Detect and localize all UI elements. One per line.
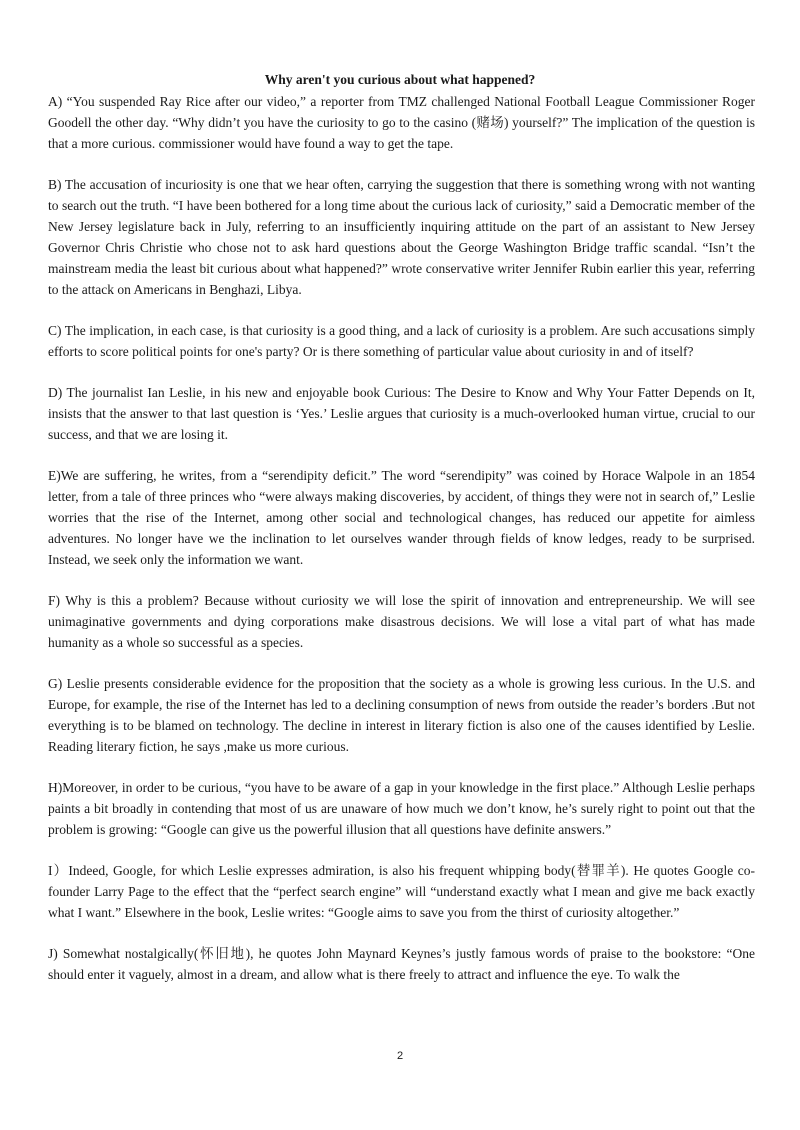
- paragraph-a: A) “You suspended Ray Rice after our video,” a reporter from TMZ challenged National Football League Commissioner Roger Goodell the other day. “Why didn’t you have the curiosity to go to the casino (赌场) yourself?” The implication of the question is that a more curious. commissioner would have found a way to get the tape.: [48, 94, 755, 151]
- paragraph-d: D) The journalist Ian Leslie, in his new and enjoyable book Curious: The Desire to Know and Why Your Fatter Depends on It, insists that the answer to that last question is ‘Yes.’ Leslie argues that curiosity is a much-overlooked human virtue, crucial to our success, and that we are losing it.: [48, 385, 755, 442]
- paragraph-e: E)We are suffering, he writes, from a “serendipity deficit.” The word “serendipity” was coined by Horace Walpole in an 1854 letter, from a tale of three princes who “were always making discoveries, by accident, of things they were not in search of,” Leslie worries that the rise of the Internet, among other social and technological changes, has reduced our appetite for aimless adventures. No longer have we the inclination to let ourselves wander through fields of know ledges, ready to be surprised. Instead, we seek only the information we want.: [48, 468, 755, 567]
- paragraph-f: F) Why is this a problem? Because without curiosity we will lose the spirit of innovation and entrepreneurship. We will see unimaginative governments and dying corporations make disastrous decisions. We will lose a vital part of what has made humanity as a whole so successful as a species.: [48, 593, 755, 650]
- paragraph-c: C) The implication, in each case, is that curiosity is a good thing, and a lack of curiosity is a problem. Are such accusations simply efforts to score political points for one's party? Or is there something of particular value about curiosity in and of itself?: [48, 323, 755, 359]
- page-number: 2: [396, 1050, 404, 1062]
- paragraph-i: I）Indeed, Google, for which Leslie expresses admiration, is also his frequent whipping body(替罪羊). He quotes Google co-founder Larry Page to the effect that the “perfect search engine” will “understand exactly what I mean and give me back exactly what I want.” Elsewhere in the book, Leslie writes: “Google aims to save you from the thirst of curiosity altogether.”: [48, 863, 755, 920]
- paragraph-b: B) The accusation of incuriosity is one that we hear often, carrying the suggestion that there is something wrong with not wanting to search out the truth. “I have been bothered for a long time about the curious lack of curiosity,” said a Democratic member of the New Jersey legislature back in July, referring to an insufficiently inquiring attitude on the part of an assistant to New Jersey Governor Chris Christie who chose not to ask hard questions about the George Washington Bridge traffic scandal. “Isn’t the mainstream media the least bit curious about what happened?” wrote conservative writer Jennifer Rubin earlier this year, referring to the attack on Americans in Benghazi, Libya.: [48, 177, 755, 297]
- paragraph-h: H)Moreover, in order to be curious, “you have to be aware of a gap in your knowledge in the first place.” Although Leslie perhaps paints a bit broadly in contending that most of us are unaware of how much we don’t know, he’s surely right to point out that the problem is growing: “Google can give us the powerful illusion that all questions have definite answers.”: [48, 780, 755, 837]
- paragraph-g: G) Leslie presents considerable evidence for the proposition that the society as a whole is growing less curious. In the U.S. and Europe, for example, the rise of the Internet has led to a declining consumption of news from outside the reader’s borders .But not everything is to be blamed on technology. The decline in interest in literary fiction is also one of the causes identified by Leslie. Reading literary fiction, he says ,make us more curious.: [48, 676, 755, 754]
- document-body: [48, 91, 755, 1005]
- document-title: Why aren't you curious about what happened?: [264, 72, 536, 87]
- paragraph-j: J) Somewhat nostalgically(怀旧地), he quotes John Maynard Keynes’s justly famous words of praise to the bookstore: “One should enter it vaguely, almost in a dream, and allow what is there freely to attract and influence the eye. To walk the: [48, 946, 755, 982]
